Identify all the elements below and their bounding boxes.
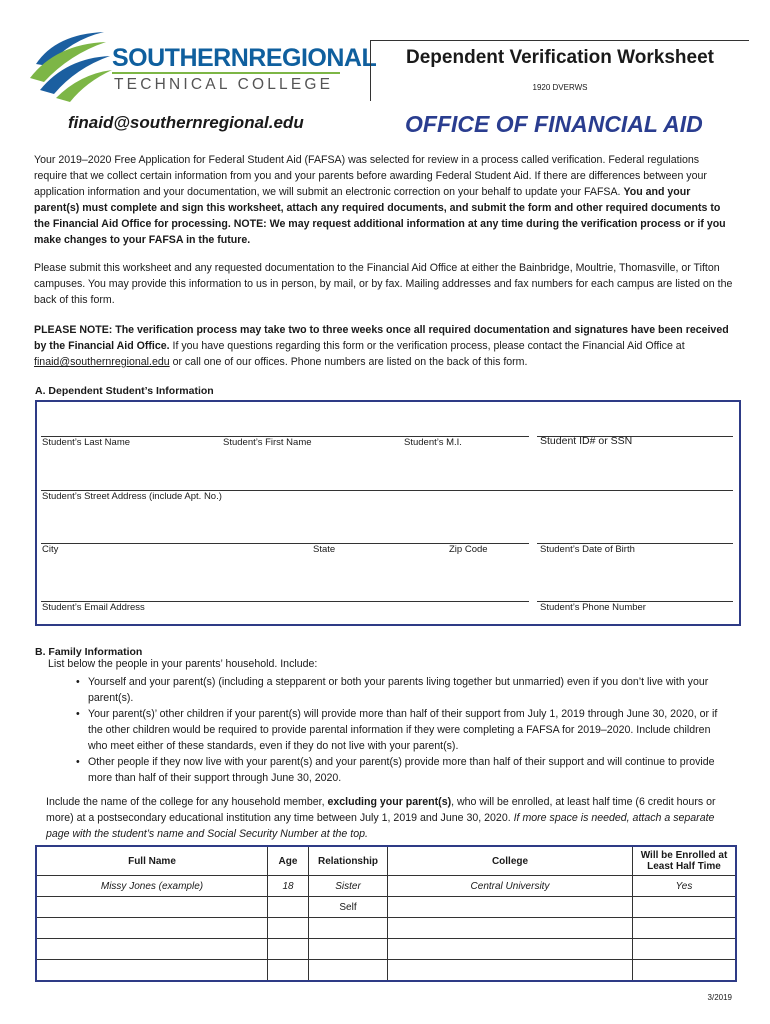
office-heading: OFFICE OF FINANCIAL AID (405, 111, 703, 137)
logo-underline (112, 72, 340, 74)
dob-label: Student’s Date of Birth (540, 544, 635, 555)
table-row (36, 897, 736, 918)
age-cell[interactable] (268, 897, 309, 918)
relationship-cell[interactable] (309, 960, 388, 982)
col-enrolled: Will be Enrolled at Least Half Time (633, 846, 737, 876)
table-row (36, 876, 736, 897)
age-cell[interactable] (268, 960, 309, 982)
logo-wordmark: SOUTHERNREGIONAL (112, 44, 377, 72)
email-label: Student’s Email Address (42, 602, 145, 613)
self-cell: Self (309, 897, 388, 918)
name-cell[interactable] (36, 960, 268, 982)
list-item: • Yourself and your parent(s) (including a stepparent or both your parents living together but unmarried) even if you don’t live with your parent(s). (70, 674, 730, 706)
list-item: • Other people if they now live with your parent(s) and your parent(s) provide more than half of their support and will continue to provide more than half of their support through June 30, 2020. (70, 754, 730, 786)
mi-label: Student’s M.I. (404, 437, 462, 448)
form-title-box (370, 40, 749, 101)
age-cell[interactable] (268, 918, 309, 939)
col-college: College (388, 846, 633, 876)
street-label: Student’s Street Address (include Apt. No.) (42, 491, 222, 502)
section-b-title: B. Family Information (35, 646, 143, 658)
section-b-intro: List below the people in your parents’ household. Include: (48, 658, 318, 670)
relationship-cell[interactable] (309, 939, 388, 960)
include-paragraph (46, 794, 736, 842)
note-paragraph (34, 322, 734, 370)
col-age: Age (268, 846, 309, 876)
table-header-row (36, 846, 736, 876)
intro-bold-text: You and your parent(s) must complete and sign this worksheet, attach any required documents, and submit the form and other required documents to the Financial Aid Office for processing. NOTE: We may request additional information at any time during the verification process or if you make changes to your FAFSA in the future. (34, 186, 726, 246)
college-cell[interactable] (388, 939, 633, 960)
form-date: 3/2019 (707, 993, 732, 1002)
last-name-label: Student’s Last Name (42, 437, 131, 448)
family-table (35, 845, 737, 982)
name-cell[interactable] (36, 897, 268, 918)
example-name: Missy Jones (example) (36, 876, 268, 897)
col-relationship: Relationship (309, 846, 388, 876)
logo-subtitle: TECHNICAL COLLEGE (114, 76, 334, 93)
table-row (36, 918, 736, 939)
id-label: Student ID# or SSN (540, 435, 633, 447)
phone-label: Student’s Phone Number (540, 602, 646, 613)
enrolled-cell[interactable] (633, 897, 737, 918)
section-a-title: A. Dependent Student’s Information (35, 385, 214, 397)
college-logo-icon (26, 26, 116, 106)
zip-label: Zip Code (449, 544, 488, 555)
example-college: Central University (388, 876, 633, 897)
table-row (36, 960, 736, 982)
intro-paragraph (34, 152, 734, 248)
college-cell[interactable] (388, 960, 633, 982)
financial-aid-email-link[interactable]: finaid@southernregional.edu (34, 356, 170, 368)
example-relationship: Sister (309, 876, 388, 897)
note-bold-text: PLEASE NOTE: The verification process may take two to three weeks once all required documentation and signatures have been received by the Financial Aid Office. (34, 324, 729, 352)
table-row (36, 939, 736, 960)
example-age: 18 (268, 876, 309, 897)
age-cell[interactable] (268, 939, 309, 960)
student-info-box (35, 400, 741, 626)
intro-text: Your 2019–2020 Free Application for Federal Student Aid (FAFSA) was selected for review in a process called verification. Federal regulations require that we collect certain information from you and your parents before awarding Federal Student Aid. If there are differences between your application information and your documentation, we will submit an electronic correction on your behalf to update your FAFSA. (34, 154, 707, 198)
note-text-end: or call one of our offices. Phone numbers are listed on the back of this form. (169, 356, 528, 368)
enrolled-cell[interactable] (633, 918, 737, 939)
form-code: 1920 DVERWS (532, 83, 588, 92)
college-cell[interactable] (388, 897, 633, 918)
enrolled-cell[interactable] (633, 939, 737, 960)
list-item: • Your parent(s)’ other children if your parent(s) will provide more than half of their support from July 1, 2019 through June 30, 2020, or if the other children would be required to provide parental information if they were completing a FAFSA for 2019–2020. Include children who meet either of these standards, even if they do not live with your parent(s). (70, 706, 730, 754)
office-email: finaid@southernregional.edu (68, 113, 304, 132)
name-cell[interactable] (36, 939, 268, 960)
note-text: If you have questions regarding this form or the verification process, please contact the Financial Aid Office at (169, 340, 685, 352)
household-bullet-list (70, 674, 730, 786)
form-title: Dependent Verification Worksheet (406, 47, 714, 68)
include-text-2: , who will be enrolled, at least half time (6 credit hours or more) at a postsecondary educational institution any time between July 1, 2019 and June 30, 2020. (46, 796, 716, 824)
submit-paragraph: Please submit this worksheet and any requested documentation to the Financial Aid Office at either the Bainbridge, Moultrie, Thomasville, or Tifton campuses. You may provide this information to us in person, by mail, or by fax. Mailing addresses and fax numbers for each campus are listed on the back of this form. (34, 262, 733, 306)
first-name-label: Student’s First Name (223, 437, 312, 448)
col-full-name: Full Name (36, 846, 268, 876)
relationship-cell[interactable] (309, 918, 388, 939)
include-bold-text: excluding your parent(s) (327, 796, 452, 808)
college-cell[interactable] (388, 918, 633, 939)
name-cell[interactable] (36, 918, 268, 939)
include-italic-text: If more space is needed, attach a separate page with the student’s name and Social Security Number at the top. (46, 812, 715, 840)
example-enrolled: Yes (633, 876, 737, 897)
include-text: Include the name of the college for any household member, (46, 796, 328, 808)
city-label: City (42, 544, 59, 555)
enrolled-cell[interactable] (633, 960, 737, 982)
state-label: State (313, 544, 336, 555)
